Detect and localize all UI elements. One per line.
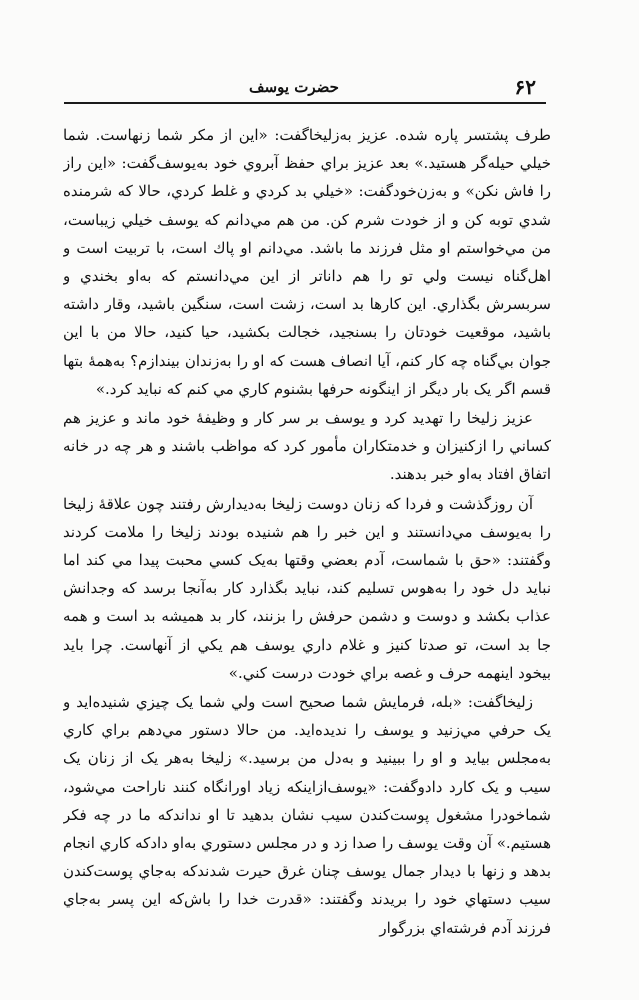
paragraph: عزيز زليخا را تهديد كرد و يوسف بر سر كار و وظيفهٔ خود ماند و عزيز هم كساني را ازكنيزان و خدمتكاران مأمور كرد كه مواظب باشند و هر چه در خانه اتفاق افتاد به‌او خبر بدهند. <box>63 409 551 484</box>
paragraph: زليخاگفت: «بله، فرمايش شما صحيح است ولي شما يک چيزي شنيده‌ايد و يک حرفي مي‌زنيد و يوسف را نديده‌ايد. من حالا دستور مي‌دهم براي كاري به‌مجلس بيايد و او را ببينيد و به‌دل من برسيد.» زليخا به‌هر يک از زنان يک سيب و يک كارد دادوگفت: «يوسف‌ازاينكه زياد اورانگاه كنند ناراحت مي‌شود، شماخودرا مشغول پوست‌كندن سيب نشان بدهيد تا او نداندكه ما در چه فكر هستيم.» آن وقت يوسف را صدا زد و در مجلس دستوري به‌او دادكه كاري انجام بدهد و زنها با ديدار جمال يوسف چنان غرق حيرت شدندكه به‌جاي پوست‌كندن سيب دستهاي خود را بريدند وگفتند: «قدرت خدا را باش‌كه اين پسر به‌جاي فرزند آدم فرشته‌اي بزرگوار <box>63 693 551 937</box>
header-rule <box>64 102 546 104</box>
page-header <box>64 72 546 104</box>
page-number: ۶۲ <box>514 75 536 99</box>
running-title: حضرت يوسف <box>249 78 339 96</box>
body-text <box>63 121 551 956</box>
paragraph: طرف پشتسر پاره شده. عزيز به‌زليخاگفت: «اين از مكر شما زنهاست. شما خيلي حيله‌گر هستيد.» بعد عزيز براي حفظ آبروي خود به‌يوسف‌گفت: «اين راز را فاش نكن» و به‌زن‌خودگفت: «خيلي بد كردي و غلط كردي، حالا كه شرمنده شدي توبه كن و از خودت شرم كن. من هم مي‌دانم كه يوسف خيلي زيباست، من مي‌خواستم او مثل فرزند ما باشد. مي‌دانم او پاك است، با تربيت است و اهل‌گناه نيست ولي تو را هم داناتر از اين مي‌دانستم كه به‌او بخندي و سربسرش بگذاري. اين كارها بد است، زشت است، سنگين باشيد، وقار داشته باشيد، موقعيت خودتان را بسنجيد، خجالت بكشيد، حيا كنيد، حالا من با اين جوان بي‌گناه چه كار كنم، آيا انصاف هست كه او را به‌زندان بيندازم؟ به‌همهٔ بتها قسم اگر يک بار ديگر از اينگونه حرفها بشنوم كاري مي كنم كه نبايد كرد.» <box>63 126 551 398</box>
paragraph: آن روزگذشت و فردا كه زنان دوست زليخا به‌ديدارش رفتند چون علاقهٔ زليخا را به‌يوسف مي‌دانستند و اين خبر را هم شنيده بودند زليخا را ملامت كردند وگفتند: «حق با شماست، آدم بعضي وقتها به‌يک كسي محبت پيدا مي كند اما نبايد دل خود را به‌هوس تسليم كند، نبايد بگذارد كار به‌آنجا برسد كه وجدانش عذاب بكشد و دوست و دشمن حرفش را بزنند، كار بد هميشه بد است و همه جا بد است، تو صدتا كنيز و غلام داري يوسف هم يكي از آنهاست. چرا بايد بيخود اينهمه حرف و غصه براي خودت درست كني.» <box>63 494 551 682</box>
